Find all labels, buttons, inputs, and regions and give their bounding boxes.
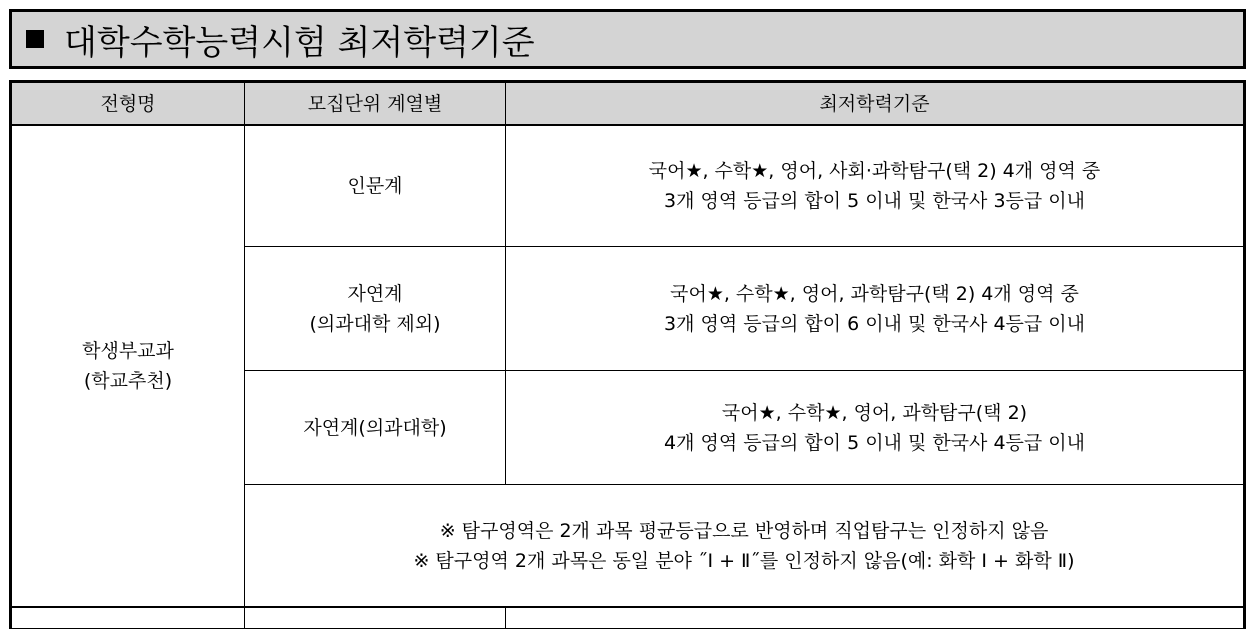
unit-label-sub: (의과대학 제외) [309, 312, 441, 335]
unit-label: 자연계 [347, 282, 403, 305]
header-admission-type: 전형명 [11, 82, 245, 126]
note-text: ※ 탐구영역은 2개 과목 평균등급으로 반영하며 직업탐구는 인정하지 않음 [439, 519, 1049, 542]
unit-label: 인문계 [347, 175, 403, 197]
admission-type-name: 학생부교과 [82, 340, 174, 362]
table-row-partial [11, 607, 1245, 629]
table-cell [506, 607, 1245, 629]
criteria-text: 국어★, 수학★, 영어, 과학탐구(택 2) [721, 401, 1028, 424]
criteria-text: 3개 영역 등급의 합이 6 이내 및 한국사 4등급 이내 [664, 312, 1085, 335]
criteria-cell [506, 247, 1245, 371]
section-title-box [9, 9, 1246, 69]
header-unit-category: 모집단위 계열별 [245, 82, 506, 126]
criteria-cell [506, 125, 1245, 247]
table-row [11, 125, 1245, 247]
criteria-text: 4개 영역 등급의 합이 5 이내 및 한국사 4등급 이내 [664, 431, 1085, 454]
admission-type-sub: (학교추천) [83, 370, 173, 392]
criteria-text: 국어★, 수학★, 영어, 사회·과학탐구(택 2) 4개 영역 중 [648, 160, 1101, 182]
admission-type-cell [11, 125, 245, 607]
criteria-text: 3개 영역 등급의 합이 5 이내 및 한국사 3등급 이내 [664, 190, 1085, 212]
criteria-table [9, 80, 1246, 629]
notes-cell [245, 485, 1245, 608]
unit-cell [245, 371, 506, 485]
table-header-row [11, 82, 1245, 126]
section-title: 대학수학능력시험 최저학력기준 [64, 22, 535, 63]
table-cell [245, 607, 506, 629]
note-text: ※ 탐구영역 2개 과목은 동일 분야 ˝Ⅰ + Ⅱ˝를 인정하지 않음(예: 화학 Ⅰ + 화학 Ⅱ) [413, 549, 1075, 572]
criteria-text: 국어★, 수학★, 영어, 과학탐구(택 2) 4개 영역 중 [670, 282, 1079, 305]
unit-label: 자연계(의과대학) [303, 416, 447, 439]
unit-cell [245, 125, 506, 247]
square-bullet-icon [26, 30, 44, 48]
header-criteria: 최저학력기준 [506, 82, 1245, 126]
criteria-cell [506, 371, 1245, 485]
table-cell [11, 607, 245, 629]
unit-cell [245, 247, 506, 371]
